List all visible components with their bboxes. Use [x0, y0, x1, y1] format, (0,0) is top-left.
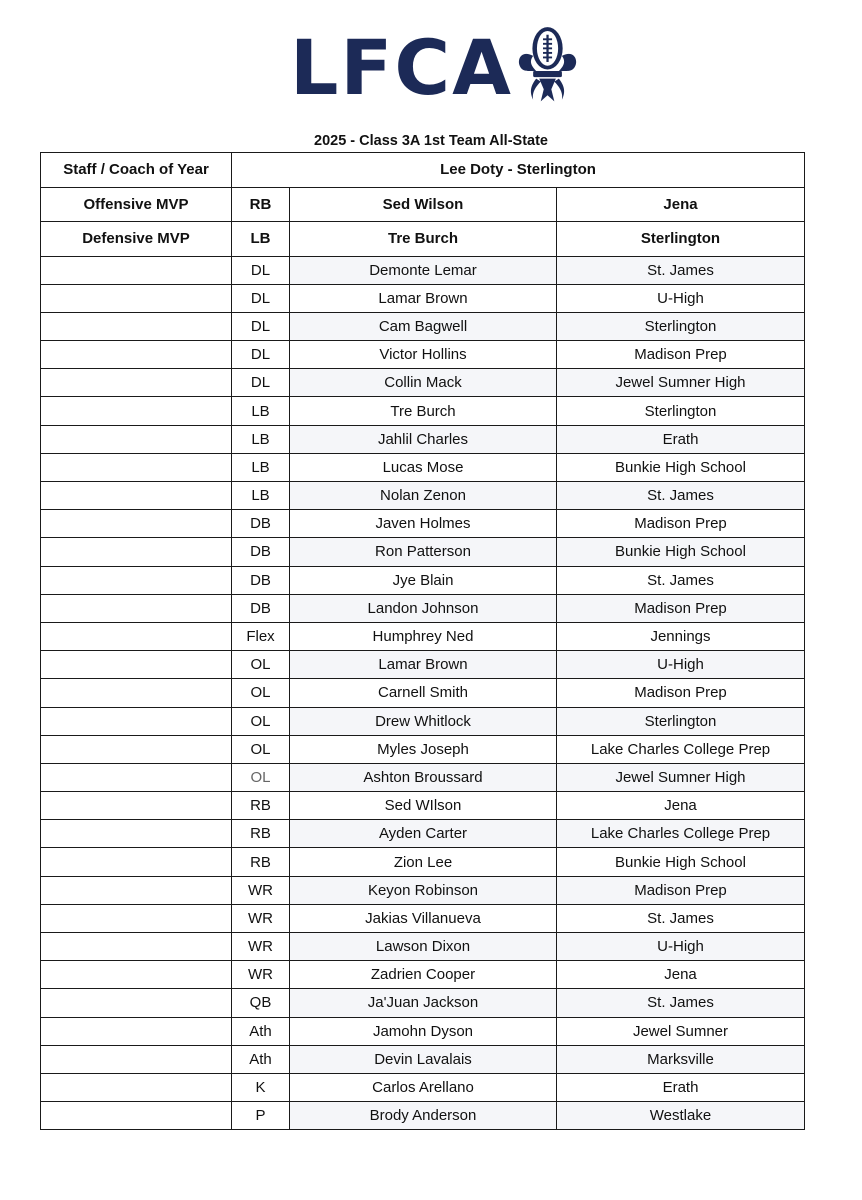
award-cell [41, 397, 232, 425]
position-cell: DL [232, 256, 290, 284]
table-row [41, 989, 805, 1017]
award-cell [41, 792, 232, 820]
position-cell: Ath [232, 1045, 290, 1073]
player-name-cell: Jamohn Dyson [290, 1017, 557, 1045]
school-cell: Jena [557, 792, 805, 820]
table-row [41, 312, 805, 340]
player-name-cell: Tre Burch [290, 397, 557, 425]
player-name-cell: Brody Anderson [290, 1102, 557, 1130]
table-row [41, 848, 805, 876]
table-row [41, 566, 805, 594]
school-cell: Madison Prep [557, 594, 805, 622]
table-row [41, 538, 805, 566]
award-cell [41, 284, 232, 312]
school-cell: Lake Charles College Prep [557, 735, 805, 763]
school-cell: Bunkie High School [557, 538, 805, 566]
school-cell: St. James [557, 904, 805, 932]
player-name-cell: Myles Joseph [290, 735, 557, 763]
position-cell: QB [232, 989, 290, 1017]
award-cell [41, 622, 232, 650]
offensive-mvp-label: Offensive MVP [41, 187, 232, 222]
player-name-cell: Keyon Robinson [290, 876, 557, 904]
award-cell [41, 453, 232, 481]
player-name-cell: Zadrien Cooper [290, 961, 557, 989]
offensive-mvp-name: Sed Wilson [290, 187, 557, 222]
position-cell: DL [232, 341, 290, 369]
player-name-cell: Lawson Dixon [290, 933, 557, 961]
school-cell: St. James [557, 256, 805, 284]
position-cell: DB [232, 566, 290, 594]
award-cell [41, 538, 232, 566]
position-cell: OL [232, 707, 290, 735]
table-row [41, 256, 805, 284]
table-row [41, 1073, 805, 1101]
document-title: 2025 - Class 3A 1st Team All-State [314, 133, 548, 149]
offensive-mvp-position: RB [232, 187, 290, 222]
table-row [41, 1017, 805, 1045]
player-name-cell: Lamar Brown [290, 651, 557, 679]
fleur-de-lis-football-icon [515, 13, 580, 117]
award-cell [41, 876, 232, 904]
player-name-cell: Drew Whitlock [290, 707, 557, 735]
school-cell: Westlake [557, 1102, 805, 1130]
school-cell: U-High [557, 651, 805, 679]
player-name-cell: Lucas Mose [290, 453, 557, 481]
defensive-mvp-school: Sterlington [557, 222, 805, 257]
position-cell: DB [232, 510, 290, 538]
school-cell: U-High [557, 284, 805, 312]
award-cell [41, 1017, 232, 1045]
school-cell: Lake Charles College Prep [557, 820, 805, 848]
player-name-cell: Sed WIlson [290, 792, 557, 820]
position-cell: DB [232, 594, 290, 622]
award-cell [41, 1073, 232, 1101]
table-row [41, 510, 805, 538]
position-cell: DL [232, 369, 290, 397]
table-row [41, 594, 805, 622]
table-row [41, 425, 805, 453]
award-cell [41, 707, 232, 735]
position-cell: LB [232, 397, 290, 425]
table-row [41, 453, 805, 481]
award-cell [41, 594, 232, 622]
award-cell [41, 989, 232, 1017]
position-cell: OL [232, 679, 290, 707]
position-cell: OL [232, 651, 290, 679]
player-name-cell: Jye Blain [290, 566, 557, 594]
table-row [41, 933, 805, 961]
school-cell: Marksville [557, 1045, 805, 1073]
school-cell: Jewel Sumner High [557, 763, 805, 791]
school-cell: Sterlington [557, 397, 805, 425]
position-cell: RB [232, 792, 290, 820]
position-cell: Flex [232, 622, 290, 650]
player-name-cell: Collin Mack [290, 369, 557, 397]
table-row [41, 341, 805, 369]
school-cell: Bunkie High School [557, 453, 805, 481]
school-cell: St. James [557, 989, 805, 1017]
school-cell: Bunkie High School [557, 848, 805, 876]
all-state-table [40, 152, 805, 1130]
school-cell: Jewel Sumner High [557, 369, 805, 397]
player-name-cell: Jakias Villanueva [290, 904, 557, 932]
table-row [41, 651, 805, 679]
player-name-cell: Humphrey Ned [290, 622, 557, 650]
award-cell [41, 369, 232, 397]
player-name-cell: Ashton Broussard [290, 763, 557, 791]
player-name-cell: Devin Lavalais [290, 1045, 557, 1073]
table-row [41, 735, 805, 763]
player-name-cell: Landon Johnson [290, 594, 557, 622]
position-cell: WR [232, 876, 290, 904]
table-row [41, 284, 805, 312]
school-cell: Sterlington [557, 312, 805, 340]
player-name-cell: Carnell Smith [290, 679, 557, 707]
position-cell: Ath [232, 1017, 290, 1045]
defensive-mvp-row [41, 222, 805, 257]
award-cell [41, 1102, 232, 1130]
position-cell: WR [232, 961, 290, 989]
player-name-cell: Demonte Lemar [290, 256, 557, 284]
coach-value: Lee Doty - Sterlington [232, 153, 805, 188]
table-row [41, 792, 805, 820]
award-cell [41, 1045, 232, 1073]
position-cell: LB [232, 482, 290, 510]
logo-text: LFCA [290, 22, 513, 112]
player-name-cell: Ja'Juan Jackson [290, 989, 557, 1017]
table-row [41, 820, 805, 848]
table-row [41, 482, 805, 510]
position-cell: OL [232, 735, 290, 763]
position-cell: LB [232, 425, 290, 453]
school-cell: Jewel Sumner [557, 1017, 805, 1045]
lfca-logo [290, 12, 580, 117]
position-cell: WR [232, 904, 290, 932]
player-name-cell: Ayden Carter [290, 820, 557, 848]
player-name-cell: Victor Hollins [290, 341, 557, 369]
player-name-cell: Cam Bagwell [290, 312, 557, 340]
player-name-cell: Zion Lee [290, 848, 557, 876]
award-cell [41, 933, 232, 961]
position-cell: DL [232, 284, 290, 312]
defensive-mvp-position: LB [232, 222, 290, 257]
offensive-mvp-school: Jena [557, 187, 805, 222]
school-cell: Madison Prep [557, 876, 805, 904]
coach-label: Staff / Coach of Year [41, 153, 232, 188]
player-name-cell: Carlos Arellano [290, 1073, 557, 1101]
player-name-cell: Ron Patterson [290, 538, 557, 566]
position-cell: P [232, 1102, 290, 1130]
table-row [41, 679, 805, 707]
school-cell: Erath [557, 425, 805, 453]
position-cell: DB [232, 538, 290, 566]
player-name-cell: Lamar Brown [290, 284, 557, 312]
school-cell: St. James [557, 566, 805, 594]
award-cell [41, 566, 232, 594]
table-row [41, 876, 805, 904]
school-cell: Jena [557, 961, 805, 989]
award-cell [41, 679, 232, 707]
position-cell: K [232, 1073, 290, 1101]
award-cell [41, 425, 232, 453]
award-cell [41, 735, 232, 763]
coach-of-year-row [41, 153, 805, 188]
award-cell [41, 651, 232, 679]
table-row [41, 707, 805, 735]
table-row [41, 961, 805, 989]
school-cell: Madison Prep [557, 510, 805, 538]
offensive-mvp-row [41, 187, 805, 222]
award-cell [41, 256, 232, 284]
player-name-cell: Nolan Zenon [290, 482, 557, 510]
table-row [41, 622, 805, 650]
award-cell [41, 341, 232, 369]
table-row [41, 369, 805, 397]
defensive-mvp-name: Tre Burch [290, 222, 557, 257]
award-cell [41, 904, 232, 932]
award-cell [41, 312, 232, 340]
position-cell: DL [232, 312, 290, 340]
school-cell: Madison Prep [557, 341, 805, 369]
table-row [41, 763, 805, 791]
position-cell: LB [232, 453, 290, 481]
player-name-cell: Jahlil Charles [290, 425, 557, 453]
table-row [41, 904, 805, 932]
school-cell: Erath [557, 1073, 805, 1101]
table-row [41, 1045, 805, 1073]
player-name-cell: Javen Holmes [290, 510, 557, 538]
position-cell: OL [232, 763, 290, 791]
award-cell [41, 848, 232, 876]
award-cell [41, 820, 232, 848]
position-cell: WR [232, 933, 290, 961]
award-cell [41, 763, 232, 791]
school-cell: Madison Prep [557, 679, 805, 707]
school-cell: U-High [557, 933, 805, 961]
school-cell: Sterlington [557, 707, 805, 735]
school-cell: St. James [557, 482, 805, 510]
defensive-mvp-label: Defensive MVP [41, 222, 232, 257]
position-cell: RB [232, 820, 290, 848]
school-cell: Jennings [557, 622, 805, 650]
table-row [41, 397, 805, 425]
award-cell [41, 510, 232, 538]
award-cell [41, 482, 232, 510]
award-cell [41, 961, 232, 989]
table-row [41, 1102, 805, 1130]
position-cell: RB [232, 848, 290, 876]
